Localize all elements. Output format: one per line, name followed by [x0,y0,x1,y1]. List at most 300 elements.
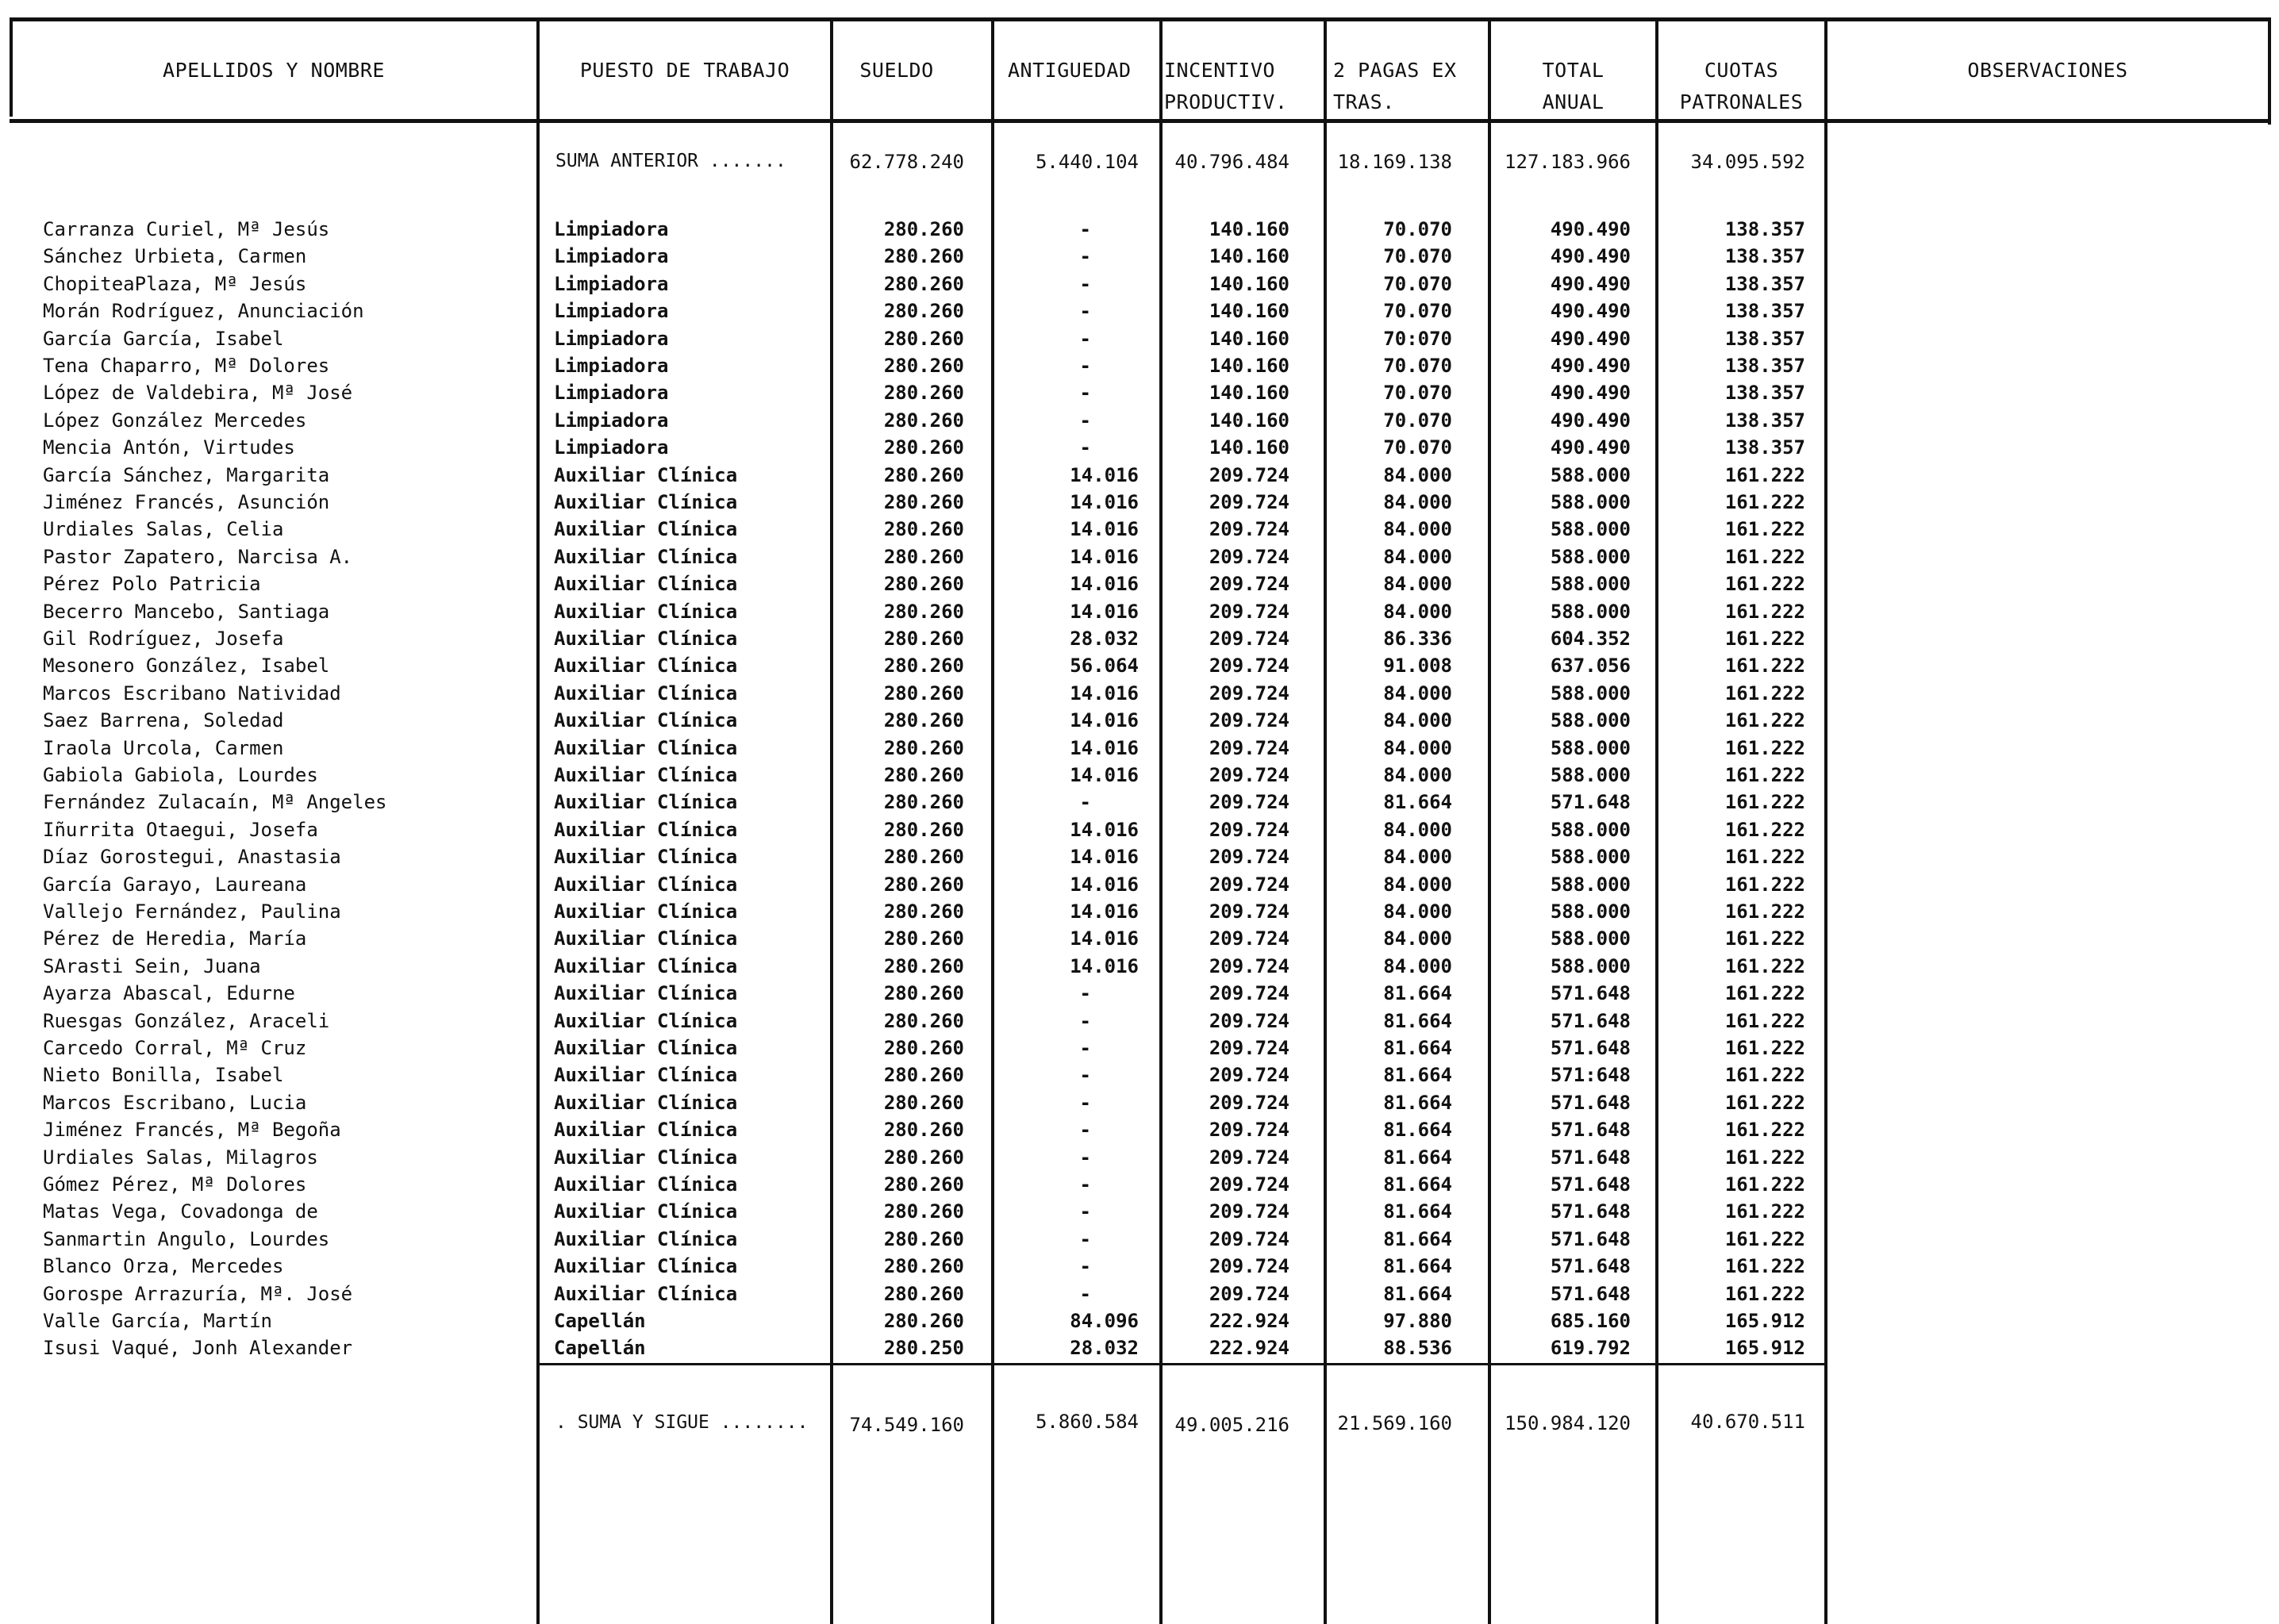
incentivo-value: 209.724 [1209,1092,1289,1114]
incentivo-value: 209.724 [1209,1146,1289,1169]
cuotas-value: 161.222 [1724,1010,1805,1032]
antiguedad-value: - [1079,1228,1091,1250]
antiguedad-value: 14.016 [1070,873,1139,896]
header-productivo: PRODUCTIV. [1164,90,1288,113]
sueldo-value: 280.260 [883,245,964,267]
antiguedad-value: - [1079,1119,1091,1141]
antiguedad-value: 56.064 [1070,655,1139,677]
cuotas-value: 161.222 [1724,546,1805,568]
incentivo-value: 209.724 [1209,546,1289,568]
total-value: 588.000 [1550,518,1631,540]
incentivo-value: 209.724 [1209,1010,1289,1032]
total-value: 588.000 [1550,464,1631,486]
incentivo-value: 222.924 [1209,1337,1289,1359]
incentivo-value: 140.160 [1209,245,1289,267]
sueldo-value: 280.260 [883,737,964,759]
cuotas-value: 161.222 [1724,900,1805,923]
employee-name: Iñurrita Otaegui, Josefa [43,819,318,841]
employee-name: Gabiola Gabiola, Lourdes [43,764,318,786]
incentivo-value: 209.724 [1209,709,1289,731]
total-value: 571.648 [1550,1010,1631,1032]
employee-name: Tena Chaparro, Mª Dolores [43,355,330,377]
job-title: Auxiliar Clínica [554,1146,738,1169]
employee-name: Jiménez Francés, Mª Begoña [43,1119,341,1141]
cuotas-value: 161.222 [1724,1119,1805,1141]
antiguedad-value: - [1079,1146,1091,1169]
incentivo-value: 209.724 [1209,573,1289,595]
employee-name: Matas Vega, Covadonga de [43,1200,318,1223]
total-value: 490.490 [1550,300,1631,322]
employee-name: Saez Barrena, Soledad [43,709,284,731]
job-title: Limpiadora [554,300,669,322]
sueldo-value: 280.260 [883,955,964,977]
total-value: 588.000 [1550,846,1631,868]
incentivo-value: 209.724 [1209,955,1289,977]
job-title: Auxiliar Clínica [554,628,738,650]
incentivo-value: 209.724 [1209,491,1289,513]
antiguedad-value: - [1079,300,1091,322]
antiguedad-value: - [1079,328,1091,350]
header-top-rule [10,17,2271,21]
suma-y-sigue-cuotas: 40.670.511 [1690,1411,1805,1433]
incentivo-value: 140.160 [1209,382,1289,404]
antiguedad-value: 14.016 [1070,546,1139,568]
pagas-value: 84.000 [1383,518,1452,540]
incentivo-value: 209.724 [1209,1228,1289,1250]
employee-name: Díaz Gorostegui, Anastasia [43,846,341,868]
antiguedad-value: - [1079,791,1091,813]
job-title: Auxiliar Clínica [554,1092,738,1114]
sueldo-value: 280.260 [883,628,964,650]
antiguedad-value: 14.016 [1070,819,1139,841]
employee-name: Carranza Curiel, Mª Jesús [43,218,330,240]
cuotas-value: 161.222 [1724,1037,1805,1059]
total-value: 571.648 [1550,1228,1631,1250]
total-value: 588.000 [1550,873,1631,896]
incentivo-value: 209.724 [1209,518,1289,540]
employee-name: Ruesgas González, Araceli [43,1010,330,1032]
total-value: 588.000 [1550,927,1631,950]
pagas-value: 70.070 [1383,436,1452,459]
total-value: 619.792 [1550,1337,1631,1359]
incentivo-value: 209.724 [1209,601,1289,623]
incentivo-value: 209.724 [1209,1200,1289,1223]
suma-y-sigue-label: . SUMA Y SIGUE ........ [555,1412,809,1433]
job-title: Auxiliar Clínica [554,518,738,540]
pagas-value: 84.000 [1383,873,1452,896]
pagas-value: 84.000 [1383,955,1452,977]
header-total: TOTAL [1542,59,1605,82]
incentivo-value: 209.724 [1209,873,1289,896]
pagas-value: 81.664 [1383,1010,1452,1032]
sueldo-value: 280.260 [883,1146,964,1169]
sueldo-value: 280.260 [883,328,964,350]
job-title: Capellán [554,1337,646,1359]
total-value: 571.648 [1550,982,1631,1004]
sueldo-value: 280.260 [883,1228,964,1250]
cuotas-value: 161.222 [1724,518,1805,540]
job-title: Limpiadora [554,273,669,295]
cuotas-value: 138.357 [1724,245,1805,267]
employee-name: Gil Rodríguez, Josefa [43,628,284,650]
antiguedad-value: 14.016 [1070,846,1139,868]
pagas-value: 84.000 [1383,491,1452,513]
cuotas-value: 161.222 [1724,791,1805,813]
pagas-value: 81.664 [1383,1173,1452,1196]
cuotas-value: 161.222 [1724,1146,1805,1169]
sueldo-value: 280.260 [883,1064,964,1086]
employee-name: Marcos Escribano Natividad [43,682,341,705]
cuotas-value: 161.222 [1724,846,1805,868]
suma-anterior-total: 127.183.966 [1505,151,1631,173]
incentivo-value: 140.160 [1209,409,1289,432]
antiguedad-value: - [1079,382,1091,404]
pagas-value: 91.008 [1383,655,1452,677]
pagas-value: 84.000 [1383,464,1452,486]
pagas-value: 81.664 [1383,791,1452,813]
employee-name: Isusi Vaqué, Jonh Alexander [43,1337,353,1359]
column-rule [1824,17,1827,1624]
employee-name: Blanco Orza, Mercedes [43,1255,284,1277]
total-value: 637.056 [1550,655,1631,677]
suma-y-sigue-total: 150.984.120 [1505,1412,1631,1434]
employee-name: Pérez Polo Patricia [43,573,261,595]
total-value: 571.648 [1550,1092,1631,1114]
sueldo-value: 280.260 [883,491,964,513]
cuotas-value: 138.357 [1724,409,1805,432]
job-title: Auxiliar Clínica [554,846,738,868]
antiguedad-value: 84.096 [1070,1310,1139,1332]
antiguedad-value: - [1079,1255,1091,1277]
sueldo-value: 280.260 [883,355,964,377]
cuotas-value: 161.222 [1724,1255,1805,1277]
employee-name: Urdiales Salas, Milagros [43,1146,318,1169]
cuotas-value: 161.222 [1724,1092,1805,1114]
sueldo-value: 280.260 [883,300,964,322]
sueldo-value: 280.260 [883,1255,964,1277]
antiguedad-value: - [1079,409,1091,432]
antiguedad-value: - [1079,1092,1091,1114]
total-value: 571.648 [1550,1146,1631,1169]
pagas-value: 97.880 [1383,1310,1452,1332]
header-observaciones: OBSERVACIONES [1967,59,2128,82]
incentivo-value: 209.724 [1209,1064,1289,1086]
job-title: Auxiliar Clínica [554,709,738,731]
cuotas-value: 138.357 [1724,328,1805,350]
antiguedad-value: 28.032 [1070,628,1139,650]
antiguedad-value: 14.016 [1070,491,1139,513]
antiguedad-value: - [1079,1010,1091,1032]
employee-name: ChopiteaPlaza, Mª Jesús [43,273,307,295]
total-value: 588.000 [1550,601,1631,623]
suma-anterior-cuotas: 34.095.592 [1690,151,1805,173]
antiguedad-value: - [1079,1173,1091,1196]
header-pagas: 2 PAGAS EX [1333,59,1457,82]
cuotas-value: 138.357 [1724,218,1805,240]
column-rule [2268,17,2271,125]
cuotas-value: 161.222 [1724,1200,1805,1223]
antiguedad-value: - [1079,273,1091,295]
incentivo-value: 140.160 [1209,273,1289,295]
employee-name: Mencia Antón, Virtudes [43,436,295,459]
suma-anterior-antiguedad: 5.440.104 [1035,151,1139,173]
pagas-value: 70.070 [1383,355,1452,377]
job-title: Auxiliar Clínica [554,982,738,1004]
cuotas-value: 161.222 [1724,819,1805,841]
pagas-value: 70:070 [1383,328,1452,350]
cuotas-value: 161.222 [1724,709,1805,731]
sueldo-value: 280.260 [883,464,964,486]
pagas-value: 84.000 [1383,601,1452,623]
antiguedad-value: - [1079,436,1091,459]
employee-name: Sánchez Urbieta, Carmen [43,245,307,267]
antiguedad-value: - [1079,245,1091,267]
sueldo-value: 280.260 [883,218,964,240]
job-title: Auxiliar Clínica [554,1228,738,1250]
antiguedad-value: - [1079,1064,1091,1086]
pagas-value: 84.000 [1383,846,1452,868]
total-value: 571.648 [1550,1283,1631,1305]
antiguedad-value: - [1079,1200,1091,1223]
antiguedad-value: - [1079,218,1091,240]
pagas-value: 86.336 [1383,628,1452,650]
employee-name: Nieto Bonilla, Isabel [43,1064,284,1086]
sueldo-value: 280.260 [883,682,964,705]
employee-name: Ayarza Abascal, Edurne [43,982,295,1004]
antiguedad-value: 14.016 [1070,927,1139,950]
antiguedad-value: 14.016 [1070,764,1139,786]
pagas-value: 84.000 [1383,819,1452,841]
incentivo-value: 209.724 [1209,464,1289,486]
suma-y-sigue-pagas: 21.569.160 [1337,1412,1452,1434]
incentivo-value: 209.724 [1209,628,1289,650]
sueldo-value: 280.260 [883,846,964,868]
pagas-value: 81.664 [1383,1119,1452,1141]
job-title: Auxiliar Clínica [554,573,738,595]
cuotas-value: 161.222 [1724,464,1805,486]
total-value: 490.490 [1550,245,1631,267]
cuotas-value: 165.912 [1724,1310,1805,1332]
header-apellidos-nombre: APELLIDOS Y NOMBRE [163,59,385,82]
total-value: 490.490 [1550,382,1631,404]
sueldo-value: 280.260 [883,409,964,432]
header-antiguedad: ANTIGUEDAD [1008,59,1132,82]
job-title: Auxiliar Clínica [554,1064,738,1086]
incentivo-value: 209.724 [1209,764,1289,786]
cuotas-value: 161.222 [1724,927,1805,950]
total-value: 490.490 [1550,328,1631,350]
sueldo-value: 280.260 [883,382,964,404]
sueldo-value: 280.260 [883,1200,964,1223]
job-title: Limpiadora [554,436,669,459]
job-title: Auxiliar Clínica [554,819,738,841]
employee-name: Pérez de Heredia, María [43,927,307,950]
pagas-value: 84.000 [1383,900,1452,923]
employee-name: López González Mercedes [43,409,307,432]
incentivo-value: 209.724 [1209,900,1289,923]
pagas-value: 84.000 [1383,927,1452,950]
employee-name: Iraola Urcola, Carmen [43,737,284,759]
employee-name: Gómez Pérez, Mª Dolores [43,1173,307,1196]
pagas-value: 70.070 [1383,409,1452,432]
total-value: 588.000 [1550,682,1631,705]
antiguedad-value: 14.016 [1070,955,1139,977]
total-value: 588.000 [1550,546,1631,568]
antiguedad-value: 28.032 [1070,1337,1139,1359]
job-title: Auxiliar Clínica [554,1283,738,1305]
cuotas-value: 161.222 [1724,1228,1805,1250]
pagas-value: 81.664 [1383,1037,1452,1059]
cuotas-value: 161.222 [1724,682,1805,705]
job-title: Auxiliar Clínica [554,927,738,950]
incentivo-value: 209.724 [1209,846,1289,868]
job-title: Auxiliar Clínica [554,1200,738,1223]
employee-name: SArasti Sein, Juana [43,955,261,977]
job-title: Limpiadora [554,409,669,432]
header-bottom-rule [10,119,2271,123]
employee-name: Jiménez Francés, Asunción [43,491,330,513]
total-value: 490.490 [1550,436,1631,459]
pagas-value: 70.070 [1383,273,1452,295]
total-value: 588.000 [1550,764,1631,786]
total-value: 588.000 [1550,709,1631,731]
cuotas-value: 161.222 [1724,873,1805,896]
employee-name: Carcedo Corral, Mª Cruz [43,1037,307,1059]
job-title: Auxiliar Clínica [554,1255,738,1277]
sueldo-value: 280.260 [883,927,964,950]
cuotas-value: 161.222 [1724,764,1805,786]
total-value: 490.490 [1550,218,1631,240]
total-value: 588.000 [1550,573,1631,595]
sueldo-value: 280.260 [883,436,964,459]
header-incentivo: INCENTIVO [1164,59,1275,82]
sueldo-value: 280.260 [883,1092,964,1114]
suma-anterior-pagas: 18.169.138 [1337,151,1452,173]
pagas-value: 81.664 [1383,1092,1452,1114]
sueldo-value: 280.260 [883,791,964,813]
pagas-value: 81.664 [1383,1283,1452,1305]
job-title: Auxiliar Clínica [554,1037,738,1059]
cuotas-value: 165.912 [1724,1337,1805,1359]
total-value: 571.648 [1550,1173,1631,1196]
job-title: Auxiliar Clínica [554,764,738,786]
pagas-value: 81.664 [1383,1200,1452,1223]
sueldo-value: 280.260 [883,1310,964,1332]
job-title: Auxiliar Clínica [554,873,738,896]
pagas-value: 84.000 [1383,709,1452,731]
sueldo-value: 280.260 [883,709,964,731]
cuotas-value: 138.357 [1724,436,1805,459]
employee-name: Vallejo Fernández, Paulina [43,900,341,923]
job-title: Auxiliar Clínica [554,1119,738,1141]
job-title: Limpiadora [554,382,669,404]
incentivo-value: 209.724 [1209,1119,1289,1141]
pagas-value: 84.000 [1383,764,1452,786]
employee-name: López de Valdebira, Mª José [43,382,353,404]
sueldo-value: 280.260 [883,601,964,623]
total-value: 571.648 [1550,1119,1631,1141]
pagas-value: 70.070 [1383,218,1452,240]
pagas-value: 81.664 [1383,1064,1452,1086]
pagas-value: 70.070 [1383,382,1452,404]
job-title: Limpiadora [554,328,669,350]
total-value: 588.000 [1550,955,1631,977]
total-value: 571.648 [1550,1200,1631,1223]
total-value: 571.648 [1550,1037,1631,1059]
job-title: Auxiliar Clínica [554,1010,738,1032]
sueldo-value: 280.260 [883,982,964,1004]
employee-name: Becerro Mancebo, Santiaga [43,601,330,623]
antiguedad-value: 14.016 [1070,518,1139,540]
incentivo-value: 140.160 [1209,355,1289,377]
pagas-value: 84.000 [1383,737,1452,759]
job-title: Auxiliar Clínica [554,546,738,568]
header-sueldo: SUELDO [859,59,934,82]
incentivo-value: 209.724 [1209,682,1289,705]
employee-name: Valle García, Martín [43,1310,272,1332]
job-title: Limpiadora [554,245,669,267]
incentivo-value: 140.160 [1209,218,1289,240]
suma-y-sigue-antiguedad: 5.860.584 [1035,1411,1139,1433]
header-anual: ANUAL [1542,90,1605,113]
cuotas-value: 161.222 [1724,955,1805,977]
incentivo-value: 209.724 [1209,819,1289,841]
job-title: Limpiadora [554,355,669,377]
total-value: 571.648 [1550,791,1631,813]
incentivo-value: 209.724 [1209,927,1289,950]
header-extras: TRAS. [1333,90,1395,113]
job-title: Auxiliar Clínica [554,601,738,623]
column-rule [1159,17,1163,1624]
incentivo-value: 209.724 [1209,737,1289,759]
total-value: 571:648 [1550,1064,1631,1086]
job-title: Capellán [554,1310,646,1332]
pagas-value: 81.664 [1383,982,1452,1004]
incentivo-value: 209.724 [1209,1283,1289,1305]
incentivo-value: 222.924 [1209,1310,1289,1332]
antiguedad-value: - [1079,1283,1091,1305]
sueldo-value: 280.260 [883,900,964,923]
antiguedad-value: 14.016 [1070,737,1139,759]
incentivo-value: 209.724 [1209,982,1289,1004]
pagas-value: 81.664 [1383,1255,1452,1277]
total-value: 604.352 [1550,628,1631,650]
employee-name: Marcos Escribano, Lucia [43,1092,307,1114]
job-title: Auxiliar Clínica [554,791,738,813]
cuotas-value: 161.222 [1724,628,1805,650]
pagas-value: 70.070 [1383,300,1452,322]
antiguedad-value: 14.016 [1070,900,1139,923]
pagas-value: 70.070 [1383,245,1452,267]
job-title: Auxiliar Clínica [554,737,738,759]
incentivo-value: 209.724 [1209,1173,1289,1196]
employee-name: García Sánchez, Margarita [43,464,330,486]
sueldo-value: 280.260 [883,273,964,295]
employee-name: Fernández Zulacaín, Mª Angeles [43,791,387,813]
header-patronales: PATRONALES [1679,90,1804,113]
suma-anterior-incentivo: 40.796.484 [1174,151,1289,173]
sueldo-value: 280.260 [883,764,964,786]
antiguedad-value: - [1079,1037,1091,1059]
sueldo-value: 280.260 [883,1037,964,1059]
employee-name: García García, Isabel [43,328,284,350]
column-rule [1488,17,1491,1624]
job-title: Auxiliar Clínica [554,1173,738,1196]
total-value: 588.000 [1550,900,1631,923]
pagas-value: 84.000 [1383,682,1452,705]
cuotas-value: 161.222 [1724,1283,1805,1305]
suma-y-sigue-incentivo: 49.005.216 [1174,1414,1289,1436]
